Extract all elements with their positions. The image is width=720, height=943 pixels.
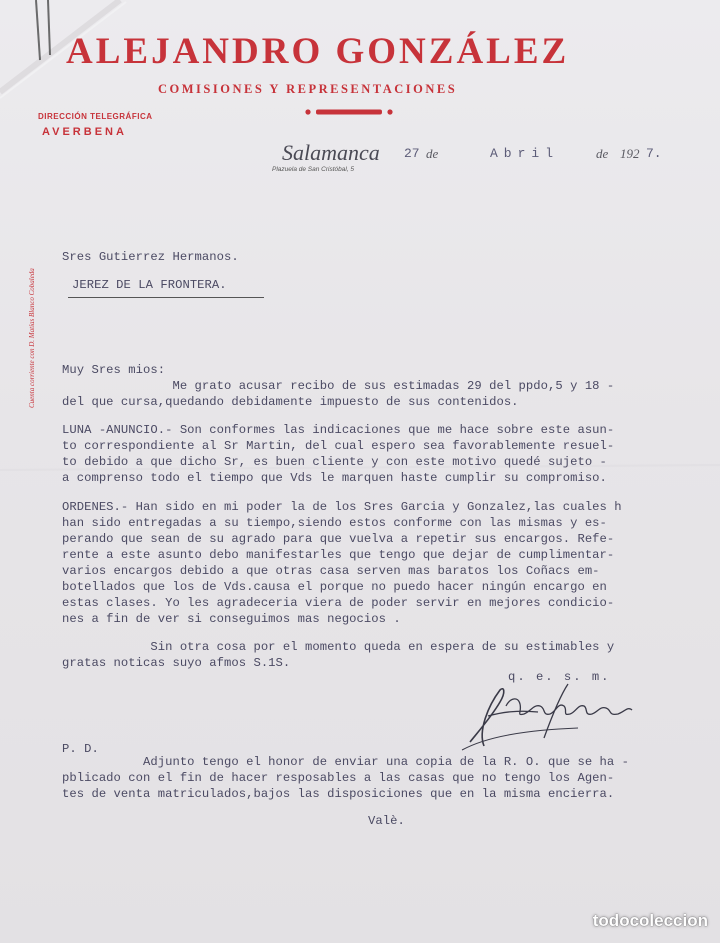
closing-formula: q. e. s. m.	[508, 670, 611, 684]
ornament-divider	[304, 107, 396, 117]
paragraph-line: ORDENES.- Han sido en mi poder la de los Sres Garcia y Gonzalez,las cuales h	[62, 500, 622, 514]
paragraph-line: Me grato acusar recibo de sus estimadas 29 del ppdo,5 y 18 -	[62, 379, 615, 393]
postscript-line: pblicado con el fin de hacer resposables a las casas que no tengo los Agen-	[62, 771, 615, 785]
date-month: Abril	[490, 146, 560, 161]
site-watermark: todocoleccion	[592, 911, 708, 930]
paragraph-line: botellados que los de Vds.causa el porque no puedo hacer ningún encargo en	[62, 580, 607, 594]
side-bank-note: Cuenta corriente con D. Matías Blanco Cobaleda	[28, 268, 36, 408]
paragraph-line: estas clases. Yo les agradeceria viera de poder servir en mejores condicio-	[62, 596, 615, 610]
city-name: Salamanca	[282, 140, 380, 165]
company-subtitle: COMISIONES Y REPRESENTACIONES	[158, 82, 458, 96]
date-de-2: de	[596, 146, 609, 161]
vale-note: Valè.	[368, 814, 405, 828]
paragraph-line: rente a este asunto debo manifestarles que tengo que dejar de cumplimentar-	[62, 548, 615, 562]
paragraph-line: Sin otra cosa por el momento queda en espera de su estimables y	[62, 640, 615, 654]
company-name: ALEJANDRO GONZÁLEZ	[66, 31, 570, 72]
postscript-line: Adjunto tengo el honor de enviar una copia de la R. O. que se ha -	[62, 755, 630, 769]
recipient-name: Sres Gutierrez Hermanos.	[62, 250, 239, 264]
signature	[448, 676, 648, 756]
telegraph-label: DIRECCIÓN TELEGRÁFICA	[38, 112, 153, 121]
paragraph-line: LUNA -ANUNCIO.- Son conformes las indicaciones que me hace sobre este asun-	[62, 423, 615, 437]
paragraph-line: to debido a que dicho Sr, es buen cliente y con este motivo quedé sujeto -	[62, 455, 607, 469]
date-year-suffix: 7.	[646, 146, 662, 161]
paragraph-line: gratas noticas suyo afmos S.1S.	[62, 656, 291, 670]
salutation: Muy Sres mios:	[62, 363, 166, 377]
date-year-prefix: 192	[620, 146, 640, 161]
paragraph-line: nes a fin de ver si conseguimos mas negocios .	[62, 612, 401, 626]
postscript-label: P. D.	[62, 742, 99, 756]
telegraph-address: AVERBENA	[42, 126, 127, 138]
recipient-underline	[68, 297, 264, 298]
paragraph-line: del que cursa,quedando debidamente impuesto de sus contenidos.	[62, 395, 519, 409]
paragraph-line: to correspondiente al Sr Martin, del cual espero sea favorablemente resuel-	[62, 439, 615, 453]
postscript-line: tes de venta matriculados,bajos las disposiciones que en la misma encierra.	[62, 787, 615, 801]
paragraph-line: perando que sean de su agrado para que vuelva a repetir sus encargos. Refe-	[62, 532, 615, 546]
paragraph-line: a comprenso todo el tiempo que Vds le marquen haste cumplir su compromiso.	[62, 471, 607, 485]
paragraph-line: varios encargos debido a que otras casa serven mas baratos los Coñacs em-	[62, 564, 600, 578]
date-de-1: de	[426, 146, 439, 161]
paragraph-line: han sido entregadas a su tiempo,siendo estos conforme con las mismas y es-	[62, 516, 607, 530]
street-address: Plazuela de San Cristóbal, 5	[272, 166, 355, 173]
date-day: 27	[404, 146, 420, 161]
recipient-location: JEREZ DE LA FRONTERA.	[72, 278, 227, 292]
